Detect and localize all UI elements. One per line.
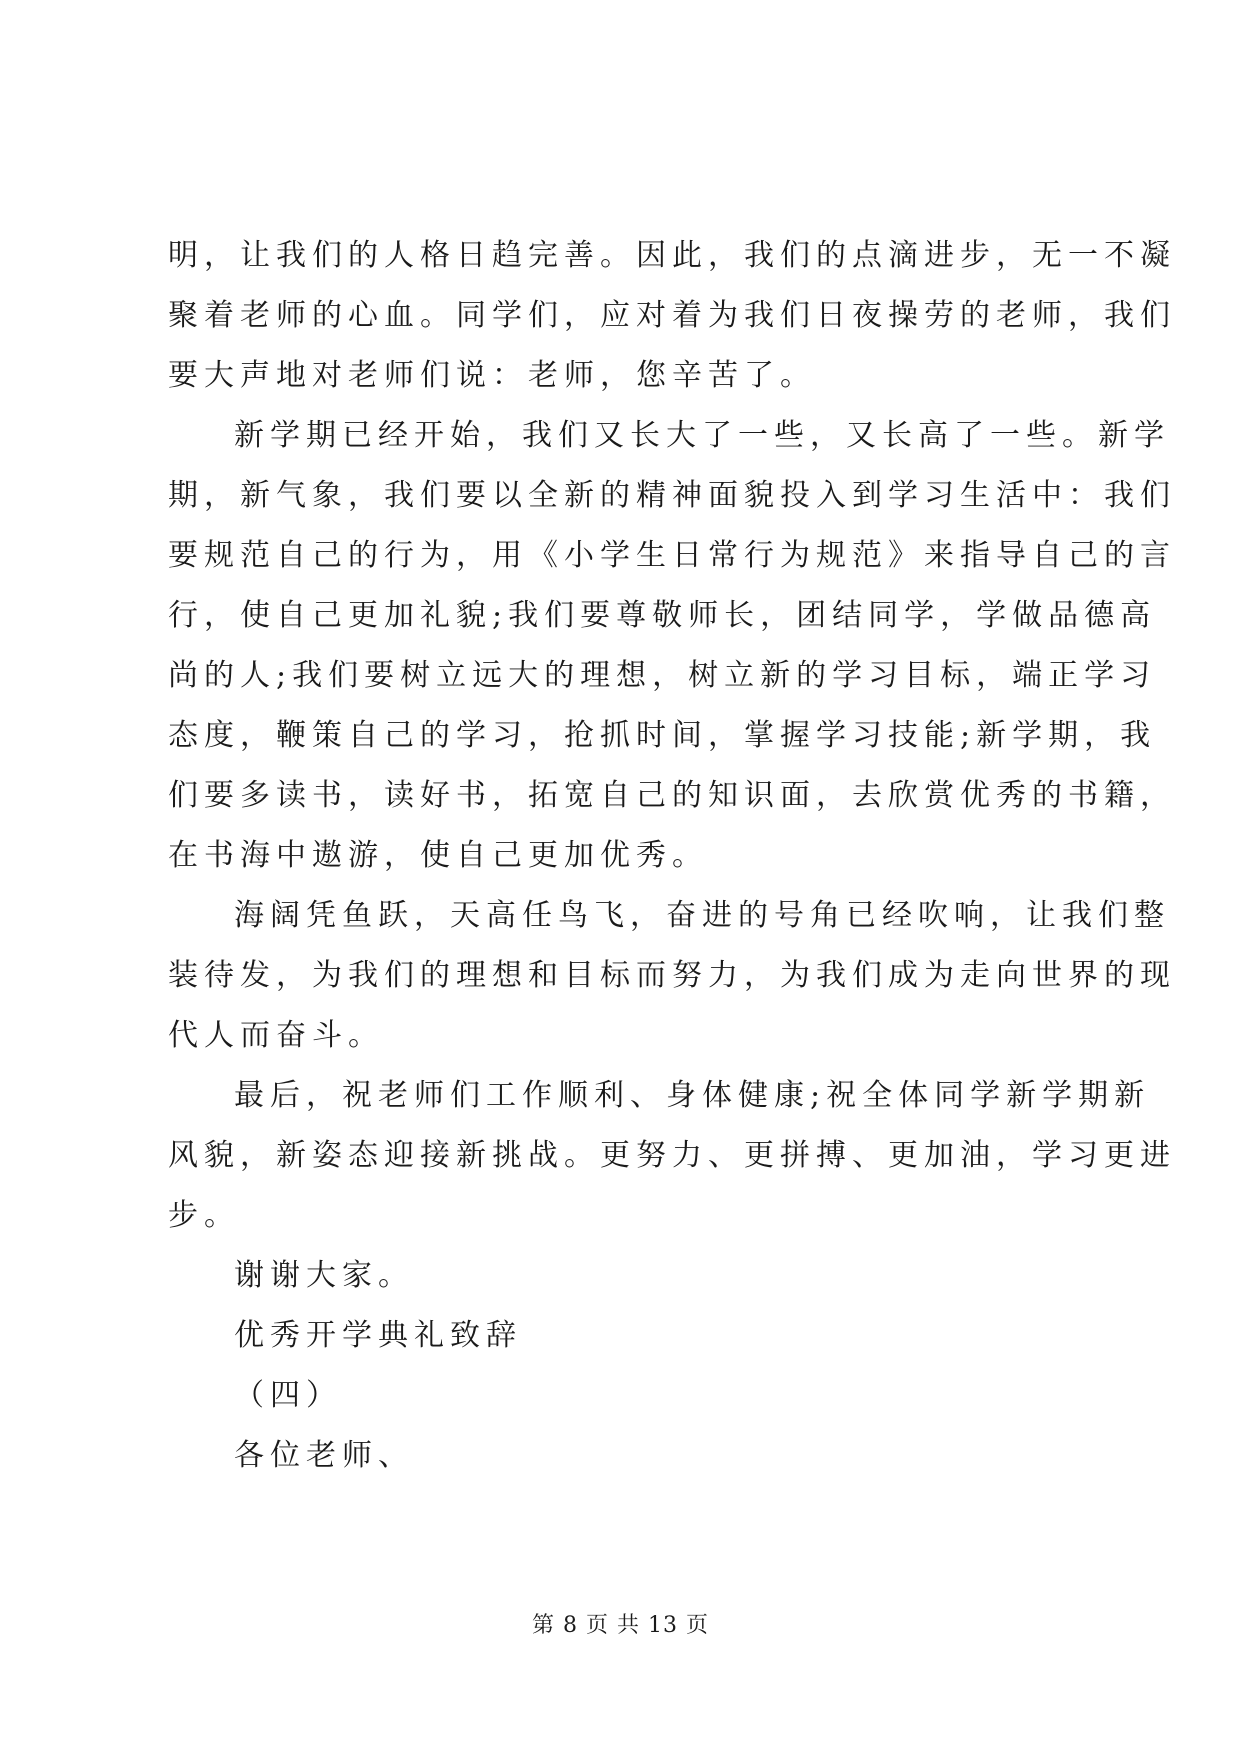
- text-line: 尚的人;我们要树立远大的理想，树立新的学习目标，端正学习: [168, 658, 1157, 693]
- text-line: 要大声地对老师们说：老师，您辛苦了。: [168, 358, 816, 393]
- text-line: 新学期已经开始，我们又长大了一些，又长高了一些。新学: [234, 418, 1170, 453]
- text-line: 代人而奋斗。: [168, 1018, 384, 1053]
- section-number: （四）: [234, 1378, 342, 1413]
- text-line: 期，新气象，我们要以全新的精神面貌投入到学习生活中：我们: [168, 478, 1176, 513]
- text-line: 们要多读书，读好书，拓宽自己的知识面，去欣赏优秀的书籍，: [168, 778, 1176, 813]
- text-line: 最后，祝老师们工作顺利、身体健康;祝全体同学新学期新: [234, 1078, 1151, 1113]
- text-line: 步。: [168, 1198, 240, 1233]
- page-number-footer: 第 8 页 共 13 页: [532, 1613, 709, 1638]
- text-line: 要规范自己的行为，用《小学生日常行为规范》来指导自己的言: [168, 538, 1176, 573]
- document-body: [168, 226, 1176, 1486]
- text-line: 在书海中遨游，使自己更加优秀。: [168, 838, 708, 873]
- text-line: 态度，鞭策自己的学习，抢抓时间，掌握学习技能;新学期，我: [168, 718, 1157, 753]
- text-line: 海阔凭鱼跃，天高任鸟飞，奋进的号角已经吹响，让我们整: [234, 898, 1170, 933]
- text-line: 明，让我们的人格日趋完善。因此，我们的点滴进步，无一不凝: [168, 238, 1176, 273]
- text-line: 装待发，为我们的理想和目标而努力，为我们成为走向世界的现: [168, 958, 1176, 993]
- text-line: 谢谢大家。: [234, 1258, 414, 1293]
- text-line: 各位老师、: [234, 1438, 414, 1473]
- text-line: 行，使自己更加礼貌;我们要尊敬师长，团结同学，学做品德高: [168, 598, 1157, 633]
- section-title: 优秀开学典礼致辞: [234, 1318, 522, 1353]
- text-line: 风貌，新姿态迎接新挑战。更努力、更拼搏、更加油，学习更进: [168, 1138, 1176, 1173]
- text-line: 聚着老师的心血。同学们，应对着为我们日夜操劳的老师，我们: [168, 298, 1176, 333]
